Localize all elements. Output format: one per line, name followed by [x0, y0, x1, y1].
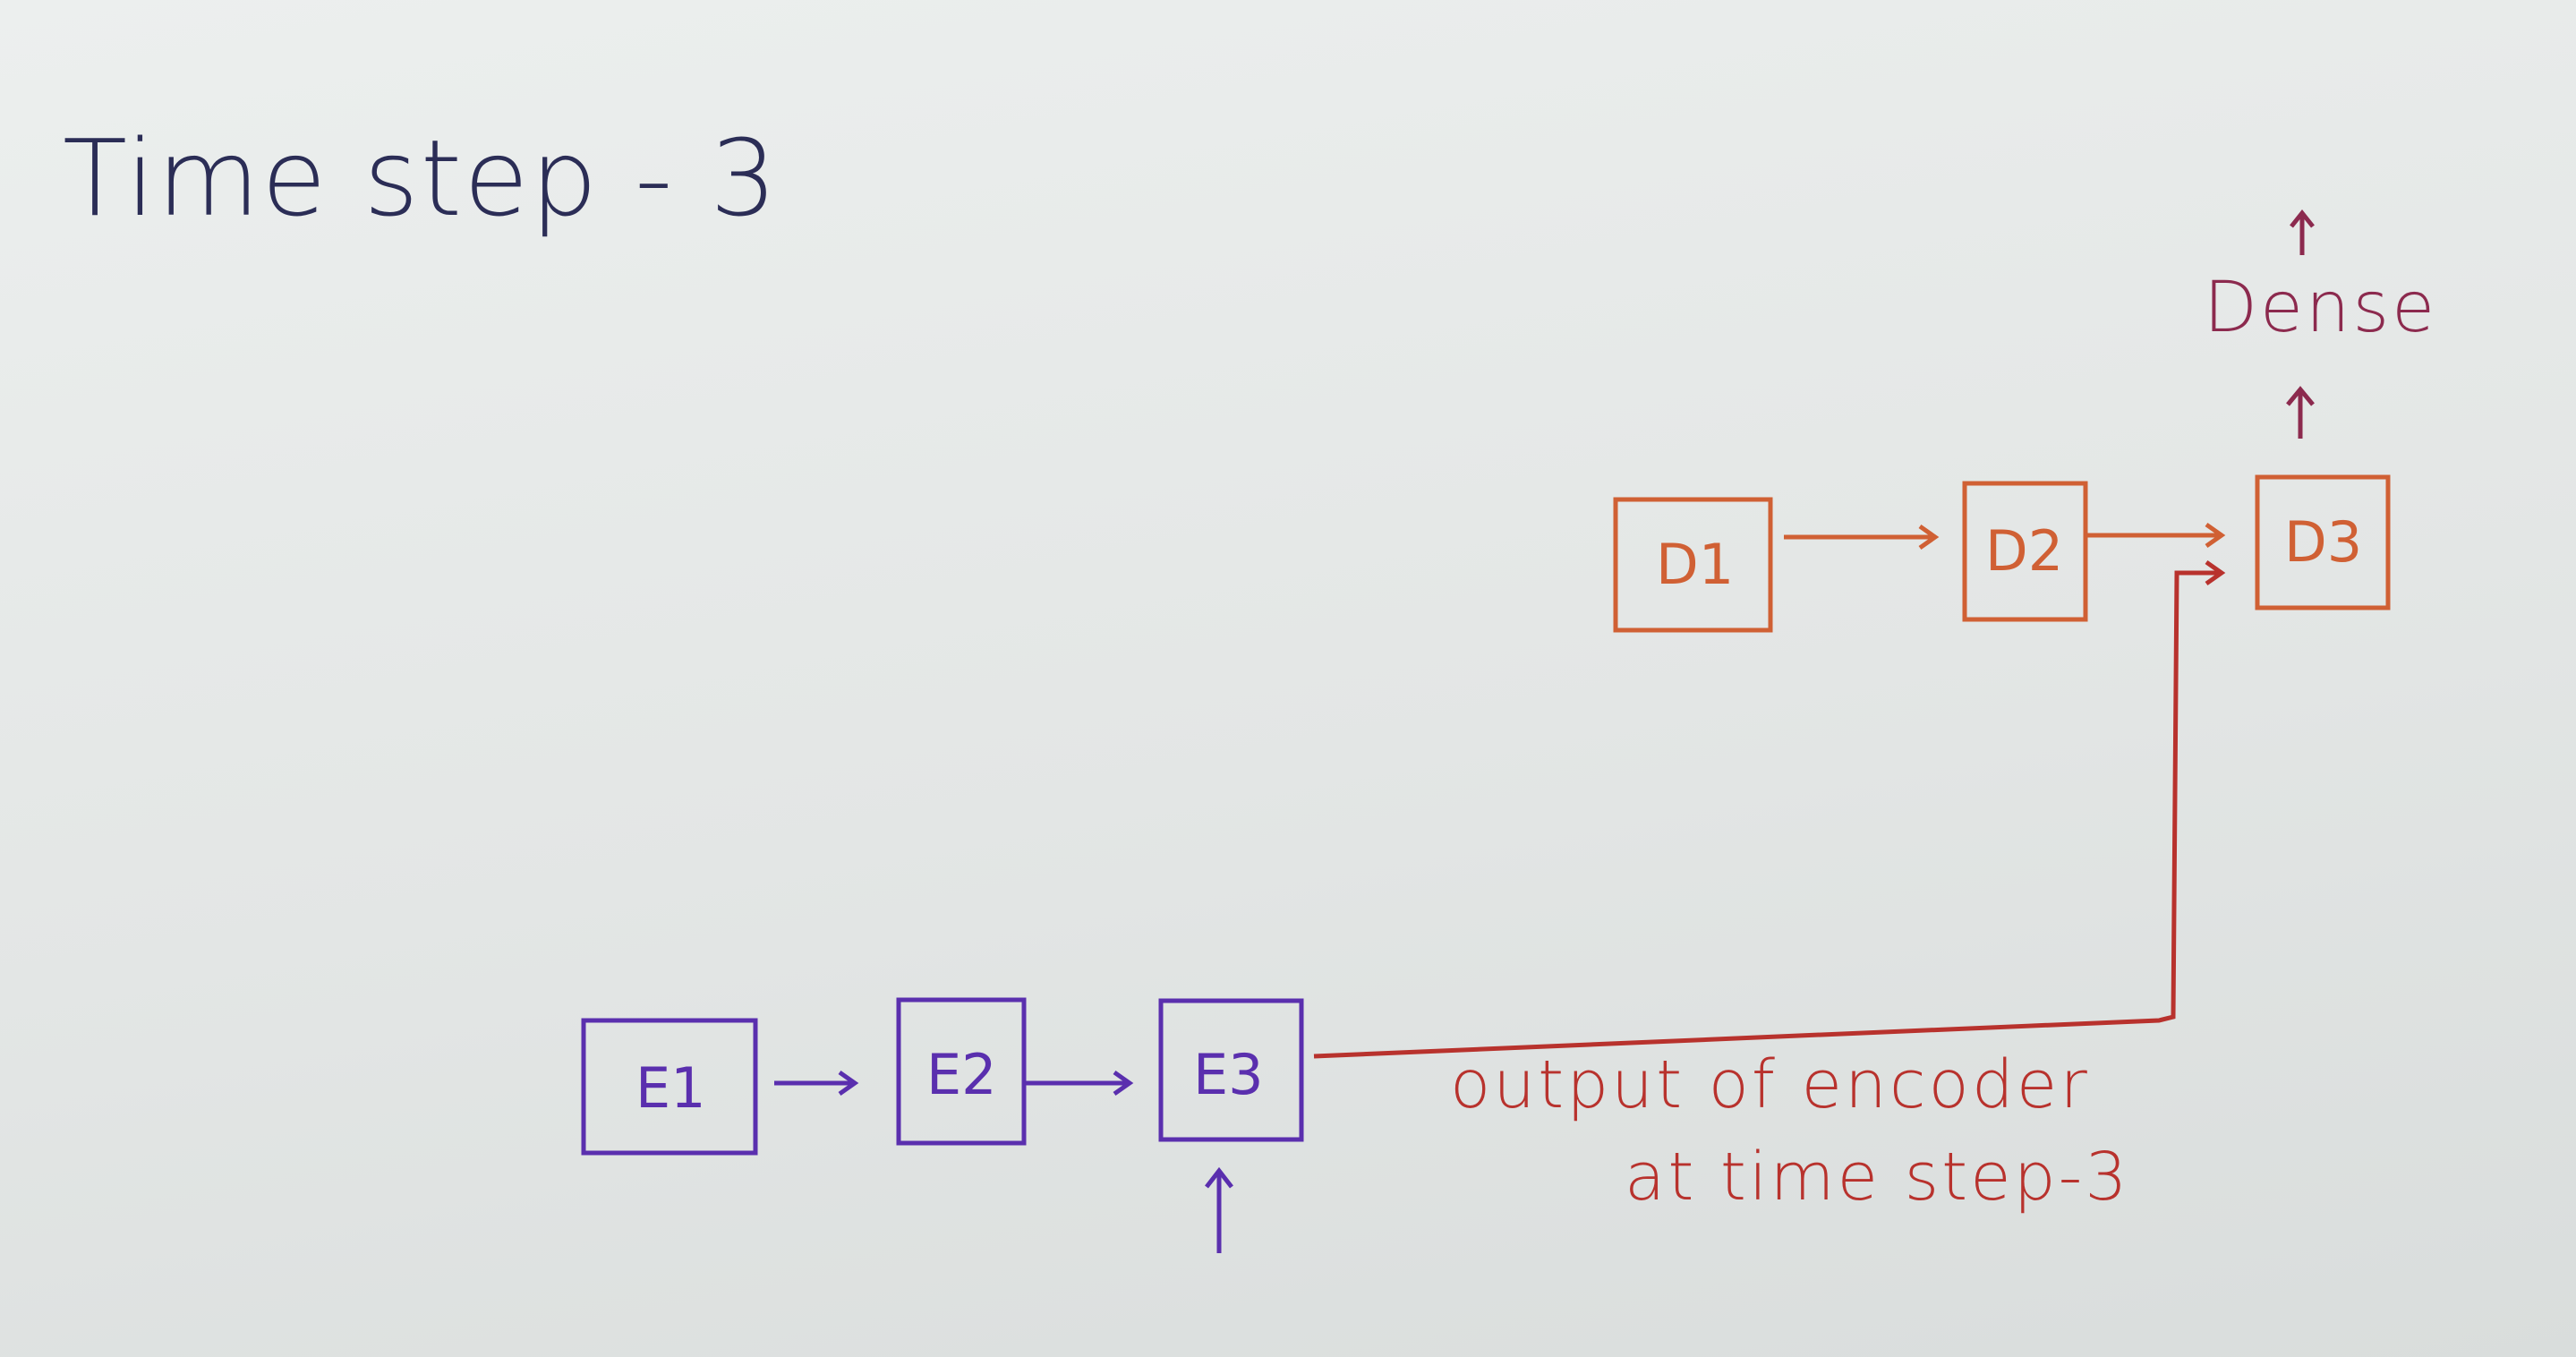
- decoder-node-label-d1: D1: [1656, 532, 1735, 597]
- encoder-node-label-e3: E3: [1193, 1042, 1264, 1107]
- dense-arrow-lower: [2288, 389, 2313, 439]
- dense-arrow-upper: [2291, 213, 2313, 255]
- decoder-node-label-d2: D2: [1985, 518, 2064, 584]
- encoder-node-label-e1: E1: [635, 1055, 706, 1121]
- encoder-arrow-e1-e2: [774, 1072, 855, 1094]
- decoder-node-label-d3: D3: [2284, 509, 2363, 575]
- annotation-line-2: at time step-3: [1625, 1139, 2130, 1216]
- encoder-node-label-e2: E2: [926, 1042, 997, 1107]
- context-wire: [1314, 562, 2222, 1056]
- dense-label: Dense: [2204, 268, 2438, 348]
- decoder-arrow-d2-d3: [2086, 525, 2222, 546]
- annotation-line-1: output of encoder: [1450, 1046, 2090, 1123]
- decoder-arrow-d1-d2: [1784, 526, 1935, 548]
- encoder-input-arrow: [1207, 1171, 1232, 1253]
- diagram-title: Time step - 3: [63, 116, 780, 240]
- encoder-arrow-e2-e3: [1024, 1072, 1130, 1094]
